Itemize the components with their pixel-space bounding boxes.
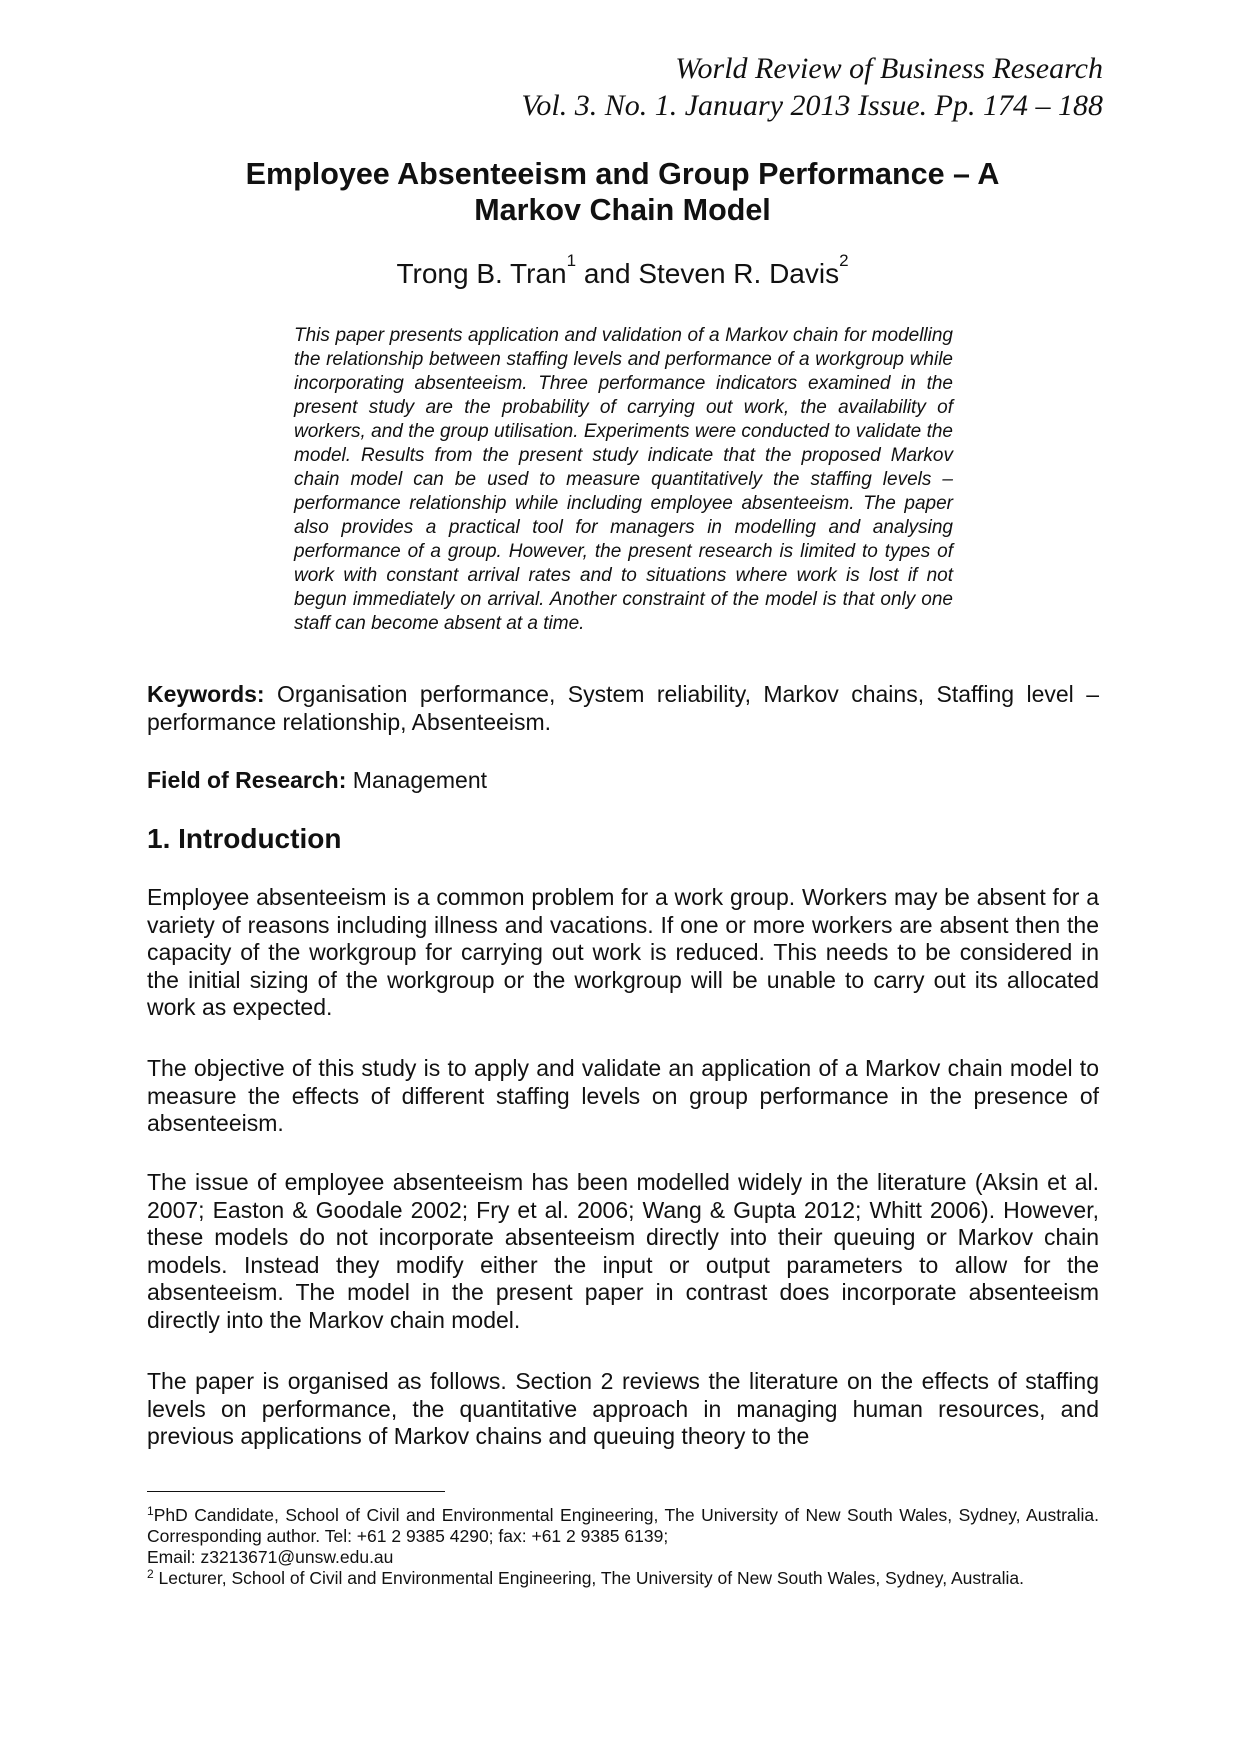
field-of-research [147, 767, 1099, 795]
footnote-2 [147, 1568, 1099, 1589]
keywords-text: Organisation performance, System reliability, Markov chains, Staffing level – performance relationship, Absenteeism. [147, 681, 1099, 735]
abstract: This paper presents application and validation of a Markov chain for modelling the relationship between staffing levels and performance of a workgroup while incorporating absenteeism. Three performance indicators examined in the present study are the probability of carrying out work, the availability of workers, and the group utilisation. Experiments were conducted to validate the model. Results from the present study indicate that the proposed Markov chain model can be used to measure quantitatively the staffing levels – performance relationship while including employee absenteeism. The paper also provides a practical tool for managers in modelling and analysing performance of a group. However, the present research is limited to types of work with constant arrival rates and to situations where work is lost if not begun immediately on arrival. Another constraint of the model is that only one staff can become absent at a time. [294, 325, 953, 634]
journal-header [521, 50, 1103, 124]
author-name-2: Steven R. Davis [638, 258, 840, 289]
paragraph: The paper is organised as follows. Section 2 reviews the literature on the effects of staffing levels on performance, the quantitative approach in managing human resources, and previous applications of Markov chains and queuing theory to the [147, 1368, 1099, 1449]
paper-title-line1: Employee Absenteeism and Group Performance – A [245, 157, 1000, 191]
footnote-mark-1: 1 [147, 1504, 154, 1518]
journal-issue: Vol. 3. No. 1. January 2013 Issue. Pp. 174 – 188 [521, 89, 1103, 122]
paragraph: The issue of employee absenteeism has been modelled widely in the literature (Aksin et al. 2007; Easton & Goodale 2002; Fry et al. 2006; Wang & Gupta 2012; Whitt 2006). However, these models do not incorporate absenteeism directly into their queuing or Markov chain models. Instead they modify either the input or output parameters to allow for the absenteeism. The model in the present paper in contrast does incorporate absenteeism directly into the Markov chain model. [147, 1169, 1099, 1333]
keywords-label: Keywords: [147, 681, 265, 707]
paragraph: The objective of this study is to apply and validate an application of a Markov chain model to measure the effects of different staffing levels on group performance in the presence of absenteeism. [147, 1055, 1099, 1136]
keywords [147, 681, 1099, 736]
field-text: Management [346, 767, 488, 793]
footnote-divider [147, 1491, 445, 1492]
author-footnote-mark-2: 2 [839, 251, 849, 270]
author-conjunction: and [576, 258, 639, 289]
footnote-2-text: Lecturer, School of Civil and Environmental Engineering, The University of New South Wales, Sydney, Australia. [153, 1568, 1024, 1588]
author-name-1: Trong B. Tran [396, 258, 567, 289]
section-heading: 1. Introduction [147, 823, 342, 854]
footnote-1 [147, 1505, 1099, 1568]
journal-name: World Review of Business Research [675, 52, 1103, 85]
paper-title-line2: Markov Chain Model [474, 193, 771, 227]
footnote-1-text: PhD Candidate, School of Civil and Environmental Engineering, The University of New South Wales, Sydney, Australia. Corresponding author. Tel: +61 2 9385 4290; fax: +61 2 9385 6139; [147, 1505, 1099, 1546]
field-label: Field of Research: [147, 767, 347, 793]
footnote-mark-2: 2 [147, 1567, 154, 1581]
author-list [150, 251, 1095, 292]
paragraph: Employee absenteeism is a common problem for a work group. Workers may be absent for a variety of reasons including illness and vacations. If one or more workers are absent then the capacity of the workgroup for carrying out work is reduced. This needs to be considered in the initial sizing of the workgroup or the workgroup will be unable to carry out its allocated work as expected. [147, 884, 1099, 1020]
paper-title [150, 156, 1095, 228]
author-footnote-mark-1: 1 [566, 251, 577, 270]
footnote-1-email: Email: z3213671@unsw.edu.au [147, 1547, 394, 1567]
